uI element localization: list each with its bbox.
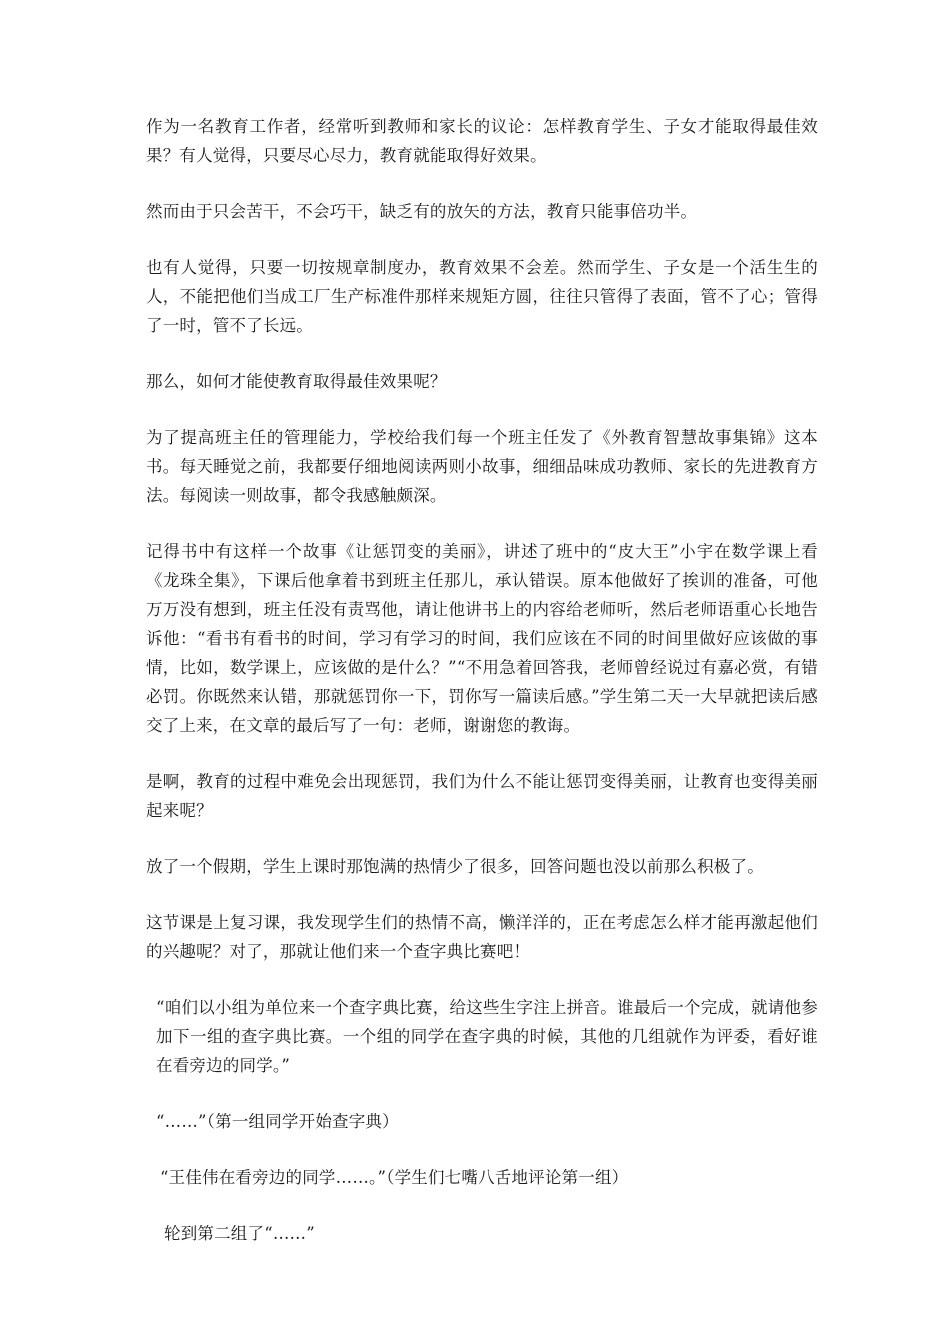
paragraph: “咱们以小组为单位来一个查字典比赛，给这些生字注上拼音。谁最后一个完成，就请他参加下一组的查字典比赛。一个组的同学在查字典的时候，其他的几组就作为评委，看好谁在看旁边的同学。”	[156, 998, 818, 1075]
paragraph: 这节课是上复习课，我发现学生们的热情不高，懒洋洋的，正在考虑怎么样才能再激起他们的兴趣呢？对了，那就让他们来一个查字典比赛吧！	[146, 913, 818, 961]
paragraph: “……”（第一组同学开始查字典）	[156, 1112, 399, 1131]
paragraph: 那么，如何才能使教育取得最佳效果呢？	[146, 372, 447, 391]
paragraph: 轮到第二组了“……”	[164, 1224, 315, 1243]
paragraph: 然而由于只会苦干，不会巧干，缺乏有的放矢的方法，教育只能事倍功半。	[146, 202, 698, 221]
document-body	[146, 112, 818, 1275]
paragraph: “王佳伟在看旁边的同学……。”（学生们七嘴八舌地评论第一组）	[160, 1168, 629, 1187]
paragraph: 也有人觉得，只要一切按规章制度办，教育效果不会差。然而学生、子女是一个活生生的人，不能把他们当成工厂生产标准件那样来规矩方圆，往往只管得了表面，管不了心；管得了一时，管不了长远。	[146, 258, 818, 335]
paragraph: 记得书中有这样一个故事《让惩罚变的美丽》，讲述了班中的“皮大王”小宇在数学课上看《龙珠全集》，下课后他拿着书到班主任那儿，承认错误。原本他做好了挨训的准备，可他万万没有想到，班主任没有责骂他，请让他讲书上的内容给老师听，然后老师语重心长地告诉他：“看书有看书的时间，学习有学习的时间，我们应该在不同的时间里做好应该做的事情，比如，数学课上，应该做的是什么？”“不用急着回答我，老师曾经说过有嘉必赏，有错必罚。你既然来认错，那就惩罚你一下，罚你写一篇读后感。”学生第二天一大早就把读后感交了上来，在文章的最后写了一句：老师，谢谢您的教诲。	[146, 542, 818, 735]
paragraph: 为了提高班主任的管理能力，学校给我们每一个班主任发了《外教育智慧故事集锦》这本书。每天睡觉之前，我都要仔细地阅读两则小故事，细细品味成功教师、家长的先进教育方法。每阅读一则故事，都令我感触颇深。	[146, 428, 818, 505]
paragraph: 是啊，教育的过程中难免会出现惩罚，我们为什么不能让惩罚变得美丽，让教育也变得美丽起来呢？	[146, 772, 818, 820]
paragraph: 作为一名教育工作者，经常听到教师和家长的议论：怎样教育学生、子女才能取得最佳效果？有人觉得，只要尽心尽力，教育就能取得好效果。	[146, 117, 818, 165]
paragraph: 放了一个假期，学生上课时那饱满的热情少了很多，回答问题也没以前那么积极了。	[146, 857, 764, 876]
